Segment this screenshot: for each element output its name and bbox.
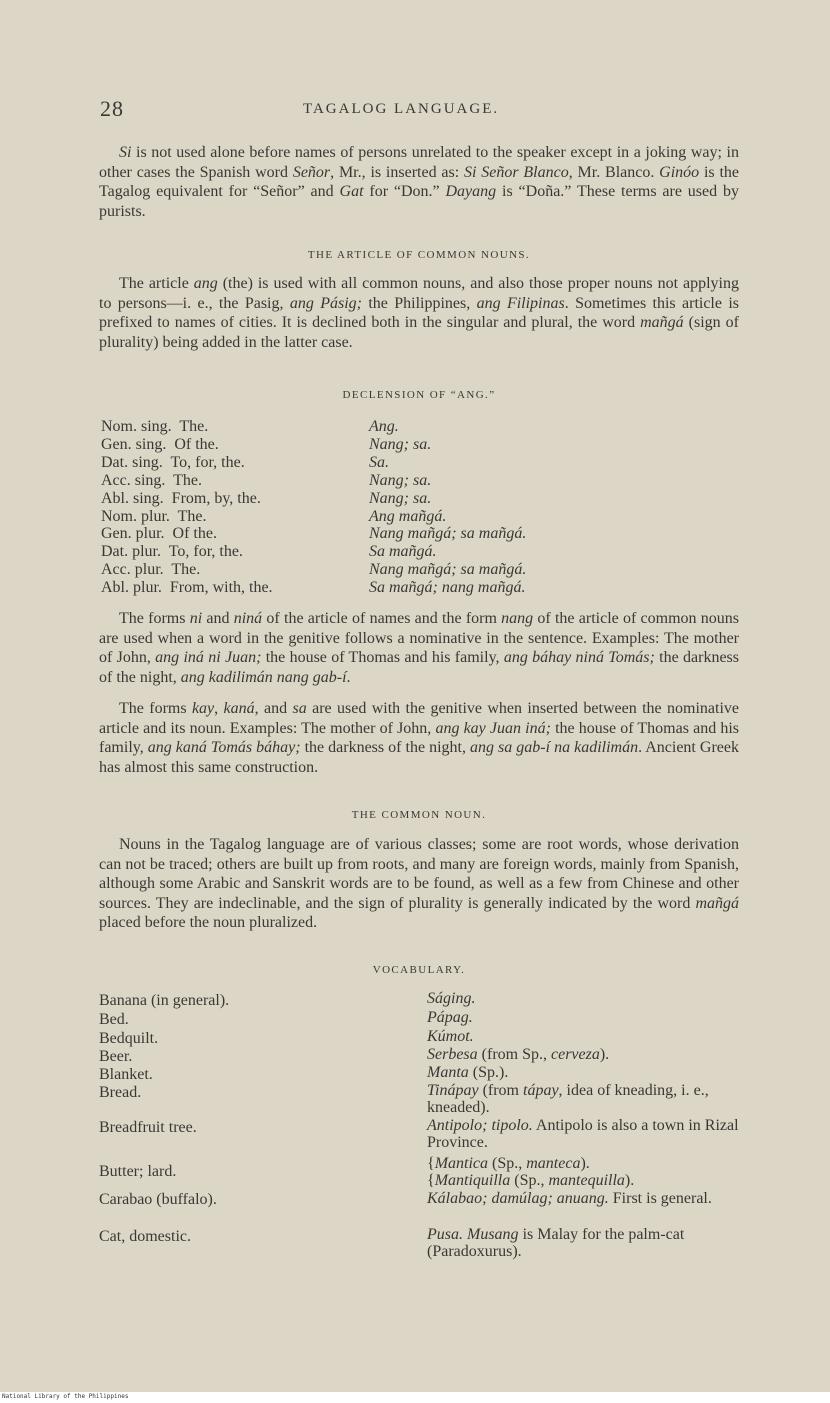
declension-form: Sa mañgá. — [369, 543, 437, 561]
declension-form: Nang mañgá; sa mañgá. — [369, 525, 527, 543]
declension-row — [101, 454, 721, 472]
vocab-english: Beer. — [99, 1048, 133, 1065]
running-title: TAGALOG LANGUAGE. — [303, 101, 500, 117]
forms-paragraph-genitive: The forms ni and niná of the article of names and the form nang of the article of common nouns are used when a word in the genitive follows a nominative in the sentence. Examples: The mother of John, ang iná ni Juan; the house of Thomas and his family, ang báhay niná Tomás; the darkness of the night, ang kadilimán nang gab-í. — [99, 610, 740, 686]
footer-strip — [0, 1392, 830, 1403]
page-number: 28 — [100, 96, 124, 121]
declension-case: Nom. sing. The. — [101, 418, 209, 435]
vocab-tagalog: Serbesa (from Sp., cerveza). — [427, 1046, 610, 1063]
vocab-tagalog: Kúmot. — [427, 1028, 474, 1045]
vocab-tagalog: Ságing. — [427, 990, 476, 1007]
vocabulary-heading: VOCABULARY. — [372, 964, 466, 976]
declension-heading: DECLENSION OF “ANG.” — [342, 389, 496, 401]
vocab-tagalog: Pusa. Musang is Malay for the palm-cat (Paradoxurus). — [427, 1226, 685, 1260]
declension-form: Nang mañgá; sa mañgá. — [369, 561, 527, 579]
declension-case: Nom. plur. The. — [101, 507, 207, 525]
vocab-english: Butter; lard. — [99, 1163, 177, 1180]
declension-row — [101, 436, 721, 454]
declension-case: Acc. plur. The. — [101, 561, 201, 579]
declension-case: Abl. sing. From, by, the. — [101, 489, 261, 507]
vocab-tagalog: Pápag. — [427, 1009, 473, 1026]
forms-paragraph-inserted: The forms kay, kaná, and sa are used with the genitive when inserted between the nominative article and its noun. Examples: The mother of John, ang kay Juan iná; the house of Thomas and his family, ang kaná Tomás báhay; the darkness of the night, ang sa gab-í na kadilimán. Ancient Greek has almost this same construction. — [99, 700, 740, 776]
declension-case: Abl. plur. From, with, the. — [101, 579, 273, 597]
declension-form: Nang; sa. — [369, 471, 432, 489]
noun-paragraph: Nouns in the Tagalog language are of various classes; some are root words, whose derivation can not be traced; others are built up from roots, and many are foreign words, mainly from Spanish, although some Arabic and Sanskrit words are to be found, as well as a few from Chinese and other sources. They are indeclinable, and the sign of plurality is generally indicated by the word mañgá placed before the noun pluralized. — [99, 836, 739, 931]
vocab-english: Bread. — [99, 1084, 142, 1101]
section-heading-noun: THE COMMON NOUN. — [351, 809, 487, 821]
declension-case: Dat. sing. To, for, the. — [101, 453, 245, 471]
vocab-english: Carabao (buffalo). — [99, 1191, 217, 1208]
declension-form: Ang. — [369, 418, 399, 435]
declension-form: Nang; sa. — [369, 435, 432, 453]
vocab-tagalog: Antipolo; tipolo. Antipolo is also a town in Rizal Province. — [427, 1117, 739, 1151]
declension-row — [101, 561, 721, 579]
declension-case: Dat. plur. To, for, the. — [101, 543, 243, 561]
declension-row — [101, 490, 721, 508]
declension-row — [101, 579, 721, 597]
declension-row — [101, 543, 721, 561]
vocab-english: Bed. — [99, 1011, 129, 1028]
section-heading-article: THE ARTICLE OF COMMON NOUNS. — [307, 249, 531, 261]
declension-form: Ang mañgá. — [369, 507, 447, 525]
declension-case: Gen. plur. Of the. — [101, 525, 217, 543]
vocab-tagalog: Manta (Sp.). — [427, 1064, 509, 1081]
vocab-english: Breadfruit tree. — [99, 1119, 197, 1136]
declension-row — [101, 472, 721, 490]
page-header — [100, 96, 740, 126]
intro-paragraph: Si is not used alone before names of persons unrelated to the speaker except in a joking way; in other cases the Spanish word Señor, Mr., is inserted as: Si Señor Blanco, Mr. Blanco. Ginóo is the Tagalog equivalent for “Señor” and Gat for “Don.” Dayang is “Doña.” These terms are used by purists. — [99, 144, 740, 220]
vocab-tagalog: Tinápay (from tápay, idea of kneading, i. e., kneaded). — [427, 1082, 709, 1116]
vocab-english: Bedquilt. — [99, 1030, 159, 1047]
declension-form: Nang; sa. — [369, 489, 432, 507]
vocab-english: Blanket. — [99, 1066, 153, 1083]
declension-form: Sa. — [369, 453, 389, 471]
library-credit: National Library of the Philippines — [2, 1393, 129, 1400]
vocab-english: Banana (in general). — [99, 992, 230, 1009]
vocab-tagalog: {Mantica (Sp., manteca). {Mantiquilla (Sp., mantequilla). — [427, 1155, 635, 1189]
declension-form: Sa mañgá; nang mañgá. — [369, 579, 526, 597]
declension-case: Gen. sing. Of the. — [101, 435, 219, 453]
article-paragraph: The article ang (the) is used with all common nouns, and also those proper nouns not applying to persons—i. e., the Pasig, ang Pásig; the Philippines, ang Filipinas. Sometimes this article is prefixed to names of cities. It is declined both in the singular and plural, the word mañgá (sign of plurality) being added in the latter case. — [99, 275, 740, 351]
declension-row — [101, 508, 721, 526]
vocab-tagalog: Kálabao; damúlag; anuang. First is general. — [427, 1190, 712, 1207]
declension-row — [101, 418, 721, 436]
declension-case: Acc. sing. The. — [101, 471, 203, 489]
declension-row — [101, 525, 721, 543]
vocab-english: Cat, domestic. — [99, 1228, 191, 1245]
